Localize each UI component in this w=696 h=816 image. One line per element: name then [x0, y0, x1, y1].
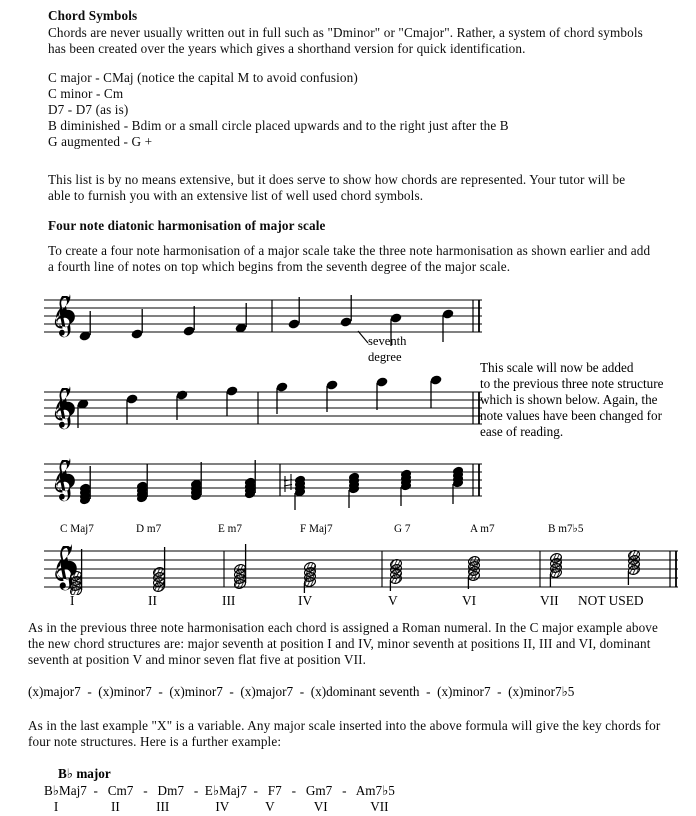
bb-major-chord-line: B♭Maj7 - Cm7 - Dm7 - E♭Maj7 - F7 - Gm7 - Am7♭5	[44, 783, 395, 798]
chord-symbol-item-0: C major - CMaj (notice the capital M to avoid confusion)	[48, 70, 358, 85]
music-staff-4	[44, 541, 680, 595]
chord-label-4: G 7	[394, 523, 411, 535]
chord-label-1: D m7	[136, 523, 162, 535]
side-note-line-4: ease of reading.	[480, 424, 564, 439]
roman-numeral-row	[0, 594, 696, 612]
intro-paragraph-line1: Chords are never usually written out in full such as "Dminor" or "Cmajor". Rather, a system of chord symbols	[48, 25, 643, 40]
list-note-line1: This list is by no means extensive, but it does serve to show how chords are represented. Your tutor will be	[48, 172, 626, 187]
roman-numeral-4: V	[388, 593, 398, 608]
roman-numeral-6: VII	[540, 593, 559, 608]
chord-symbol-item-4: G augmented - G +	[48, 134, 153, 149]
roman-numeral-7: NOT USED	[578, 593, 644, 608]
closing-paragraph-line2: four note structures. Here is a further example:	[28, 734, 282, 749]
four-note-intro-line2: a fourth line of notes on top which begins from the seventh degree of the major scale.	[48, 259, 511, 274]
bb-major-numeral-line: I II III IV V VI VII	[44, 799, 389, 814]
intro-paragraph-line2: has been created over the years which gives a shorthand version for quick identification.	[48, 41, 526, 56]
roman-numeral-2: III	[222, 593, 236, 608]
roman-numeral-paragraph-line3: seventh at position V and minor seven flat five at position VII.	[28, 652, 367, 667]
music-staff-2	[44, 374, 484, 430]
section-heading-four-note: Four note diatonic harmonisation of major scale	[48, 218, 326, 233]
chord-formula-line: (x)major7 - (x)minor7 - (x)minor7 - (x)major7 - (x)dominant seventh - (x)minor7 - (x)minor7♭5	[28, 684, 575, 699]
chord-symbol-item-3: B diminished - Bdim or a small circle placed upwards and to the right just after the B	[48, 118, 509, 133]
annotation-leader-line	[356, 330, 372, 346]
chord-symbol-item-2: D7 - D7 (as is)	[48, 102, 129, 117]
chord-label-2: E m7	[218, 523, 242, 535]
side-note-line-2: which is shown below. Again, the	[480, 392, 658, 407]
chord-label-3: F Maj7	[300, 523, 333, 535]
bb-major-heading: B♭ major	[58, 766, 111, 781]
annotation-seventh-degree-line2: degree	[368, 350, 402, 364]
chord-label-5: A m7	[470, 523, 495, 535]
music-staff-3	[44, 456, 484, 512]
list-note-line2: able to furnish you with an extensive list of well used chord symbols.	[48, 188, 424, 203]
annotation-seventh-degree-line1: seventh	[368, 334, 407, 348]
chord-label-row	[0, 523, 696, 537]
side-note-line-3: note values have been changed for	[480, 408, 662, 423]
roman-numeral-paragraph-line1: As in the previous three note harmonisation each chord is assigned a Roman numeral. In the C major example above	[28, 620, 659, 635]
page-title: Chord Symbols	[48, 8, 138, 23]
chord-label-0: C Maj7	[60, 523, 94, 535]
side-note-line-1: to the previous three note structure	[480, 376, 664, 391]
roman-numeral-3: IV	[298, 593, 313, 608]
side-note-line-0: This scale will now be added	[480, 360, 634, 375]
closing-paragraph-line1: As in the last example "X" is a variable. Any major scale inserted into the above formula will give the key chords for	[28, 718, 661, 733]
music-staff-1	[44, 292, 484, 348]
roman-numeral-paragraph-line2: the new chord structures are: major seventh at position I and IV, minor seventh at positions II, III and VI, dominant	[28, 636, 651, 651]
chord-label-6: B m7♭5	[548, 523, 584, 535]
chord-symbol-item-1: C minor - Cm	[48, 86, 124, 101]
roman-numeral-0: I	[70, 593, 75, 608]
roman-numeral-1: II	[148, 593, 157, 608]
four-note-intro-line1: To create a four note harmonisation of a major scale take the three note harmonisation as shown earlier and add	[48, 243, 651, 258]
roman-numeral-5: VI	[462, 593, 477, 608]
